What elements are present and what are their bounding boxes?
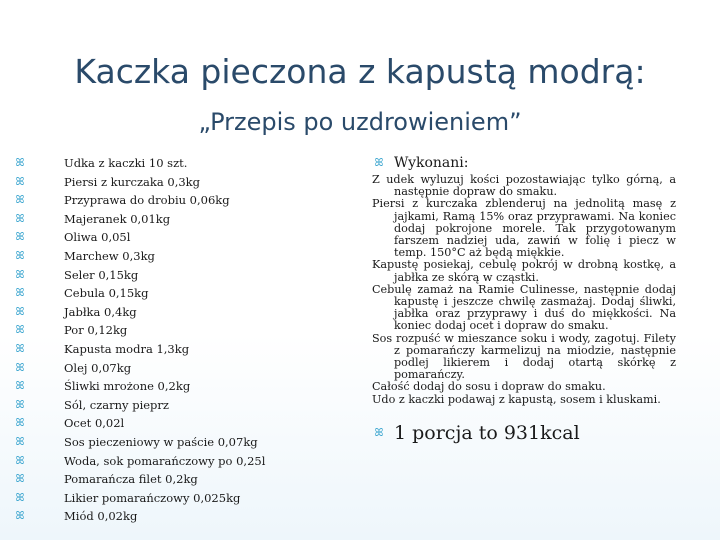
instructions-heading-label: Wykonani: <box>394 155 469 171</box>
ingredient-item <box>14 303 344 322</box>
wave-bullet-icon: ꕤ <box>15 397 25 411</box>
ingredient-item <box>14 284 344 303</box>
ingredient-label: Śliwki mrożone 0,2kg <box>64 379 191 394</box>
ingredient-label: Woda, sok pomarańczowy po 0,25l <box>64 453 266 468</box>
instruction-step <box>372 259 676 283</box>
slide-subtitle: „Przepis po uzdrowieniem” <box>198 108 522 136</box>
ingredient-label: Miód 0,02kg <box>64 509 138 524</box>
ingredient-label: Jabłka 0,4kg <box>64 304 137 319</box>
ingredient-label: Por 0,12kg <box>64 323 128 338</box>
ingredient-label: Marchew 0,3kg <box>64 248 155 263</box>
slide-title: Kaczka pieczona z kapustą modrą: <box>74 52 646 91</box>
ingredient-label: Olej 0,07kg <box>64 360 132 375</box>
ingredient-item <box>14 489 344 508</box>
ingredient-label: Sól, czarny pieprz <box>64 397 169 412</box>
ingredient-list <box>14 154 344 526</box>
wave-bullet-icon: ꕤ <box>15 472 25 486</box>
instruction-step <box>372 333 676 382</box>
instructions-panel <box>372 152 676 444</box>
ingredient-label: Sos pieczeniowy w paście 0,07kg <box>64 434 258 449</box>
ingredient-item <box>14 396 344 415</box>
ingredient-label: Majeranek 0,01kg <box>64 211 171 226</box>
ingredient-item <box>14 414 344 433</box>
wave-bullet-icon: ꕤ <box>15 304 25 318</box>
instruction-step-text: Sos rozpuść w mieszance soku i wody, zagotuj. Filety z pomarańczy karmelizuj na miodzie, następnie podlej likierem i dodaj otartą skórkę z pomarańczy. <box>372 331 676 382</box>
instruction-step <box>372 198 676 259</box>
instruction-step <box>372 394 676 406</box>
wave-bullet-icon: ꕤ <box>15 434 25 448</box>
wave-bullet-icon: ꕤ <box>15 248 25 262</box>
ingredient-label: Piersi z kurczaka 0,3kg <box>64 174 200 189</box>
wave-bullet-icon: ꕤ <box>15 323 25 337</box>
instructions-heading <box>372 152 676 174</box>
wave-bullet-icon: ꕤ <box>15 490 25 504</box>
ingredient-item <box>14 507 344 526</box>
instruction-step-text: Kapustę posiekaj, cebulę pokrój w drobną kostkę, a jabłka ze skórą w cząstki. <box>372 258 676 284</box>
wave-bullet-icon: ꕤ <box>15 230 25 244</box>
ingredient-item <box>14 452 344 471</box>
ingredient-item <box>14 173 344 192</box>
wave-bullet-icon: ꕤ <box>15 286 25 300</box>
wave-bullet-icon: ꕤ <box>15 211 25 225</box>
wave-bullet-icon: ꕤ <box>15 379 25 393</box>
ingredient-label: Oliwa 0,05l <box>64 230 131 245</box>
wave-bullet-icon: ꕤ <box>15 156 25 169</box>
wave-bullet-icon: ꕤ <box>15 509 25 523</box>
wave-bullet-icon: ꕤ <box>15 267 25 281</box>
wave-bullet-icon: ꕤ <box>15 193 25 207</box>
instruction-step-text: Cebulę zamaż na Ramie Culinesse, następnie dodaj kapustę i jeszcze chwilę zasmażaj. Dodaj śliwki, jabłka oraz przyprawy i duś do miękkości. Na koniec dodaj ocet i dopraw do smaku. <box>372 282 676 333</box>
wave-bullet-icon: ꕤ <box>15 360 25 374</box>
ingredient-label: Seler 0,15kg <box>64 267 139 282</box>
instruction-step-text: Z udek wyluzuj kości pozostawiając tylko górną, a następnie dopraw do smaku. <box>372 173 676 199</box>
wave-bullet-icon: ꕤ <box>15 416 25 430</box>
ingredient-label: Ocet 0,02l <box>64 416 125 431</box>
wave-bullet-icon: ꕤ <box>374 425 384 439</box>
instruction-step-text: Całość dodaj do sosu i dopraw do smaku. <box>372 380 606 394</box>
result-label: 1 porcja to 931kcal <box>394 421 580 444</box>
ingredient-label: Likier pomarańczowy 0,025kg <box>64 490 241 505</box>
ingredient-item <box>14 228 344 247</box>
ingredient-item <box>14 247 344 266</box>
ingredient-label: Cebula 0,15kg <box>64 286 149 301</box>
wave-bullet-icon: ꕤ <box>15 453 25 467</box>
ingredient-item <box>14 359 344 378</box>
instruction-steps <box>372 174 676 406</box>
ingredient-item <box>14 433 344 452</box>
instruction-step-text: Udo z kaczki podawaj z kapustą, sosem i kluskami. <box>372 392 661 406</box>
ingredient-item <box>14 340 344 359</box>
ingredient-item <box>14 210 344 229</box>
wave-bullet-icon: ꕤ <box>15 341 25 355</box>
wave-bullet-icon: ꕤ <box>15 174 25 188</box>
result-line <box>372 422 676 444</box>
ingredient-item <box>14 377 344 396</box>
ingredient-label: Pomarańcza filet 0,2kg <box>64 472 198 487</box>
ingredient-label: Przyprawa do drobiu 0,06kg <box>64 193 230 208</box>
ingredient-item <box>14 321 344 340</box>
instruction-step <box>372 174 676 198</box>
ingredient-item <box>14 470 344 489</box>
instruction-step <box>372 284 676 333</box>
ingredient-item <box>14 154 344 173</box>
ingredient-label: Udka z kaczki 10 szt. <box>64 156 188 170</box>
instruction-step-text: Piersi z kurczaka zblenderuj na jednolitą masę z jajkami, Ramą 15% oraz przyprawami. Na koniec dodaj pokrojone morele. Tak przygotowanym farszem nadziej uda, zawiń w folię i piecz w temp. 150°C aż będą miękkie. <box>372 197 676 260</box>
ingredient-item <box>14 191 344 210</box>
ingredient-label: Kapusta modra 1,3kg <box>64 341 190 356</box>
wave-bullet-icon: ꕤ <box>374 156 384 169</box>
ingredient-item <box>14 266 344 285</box>
